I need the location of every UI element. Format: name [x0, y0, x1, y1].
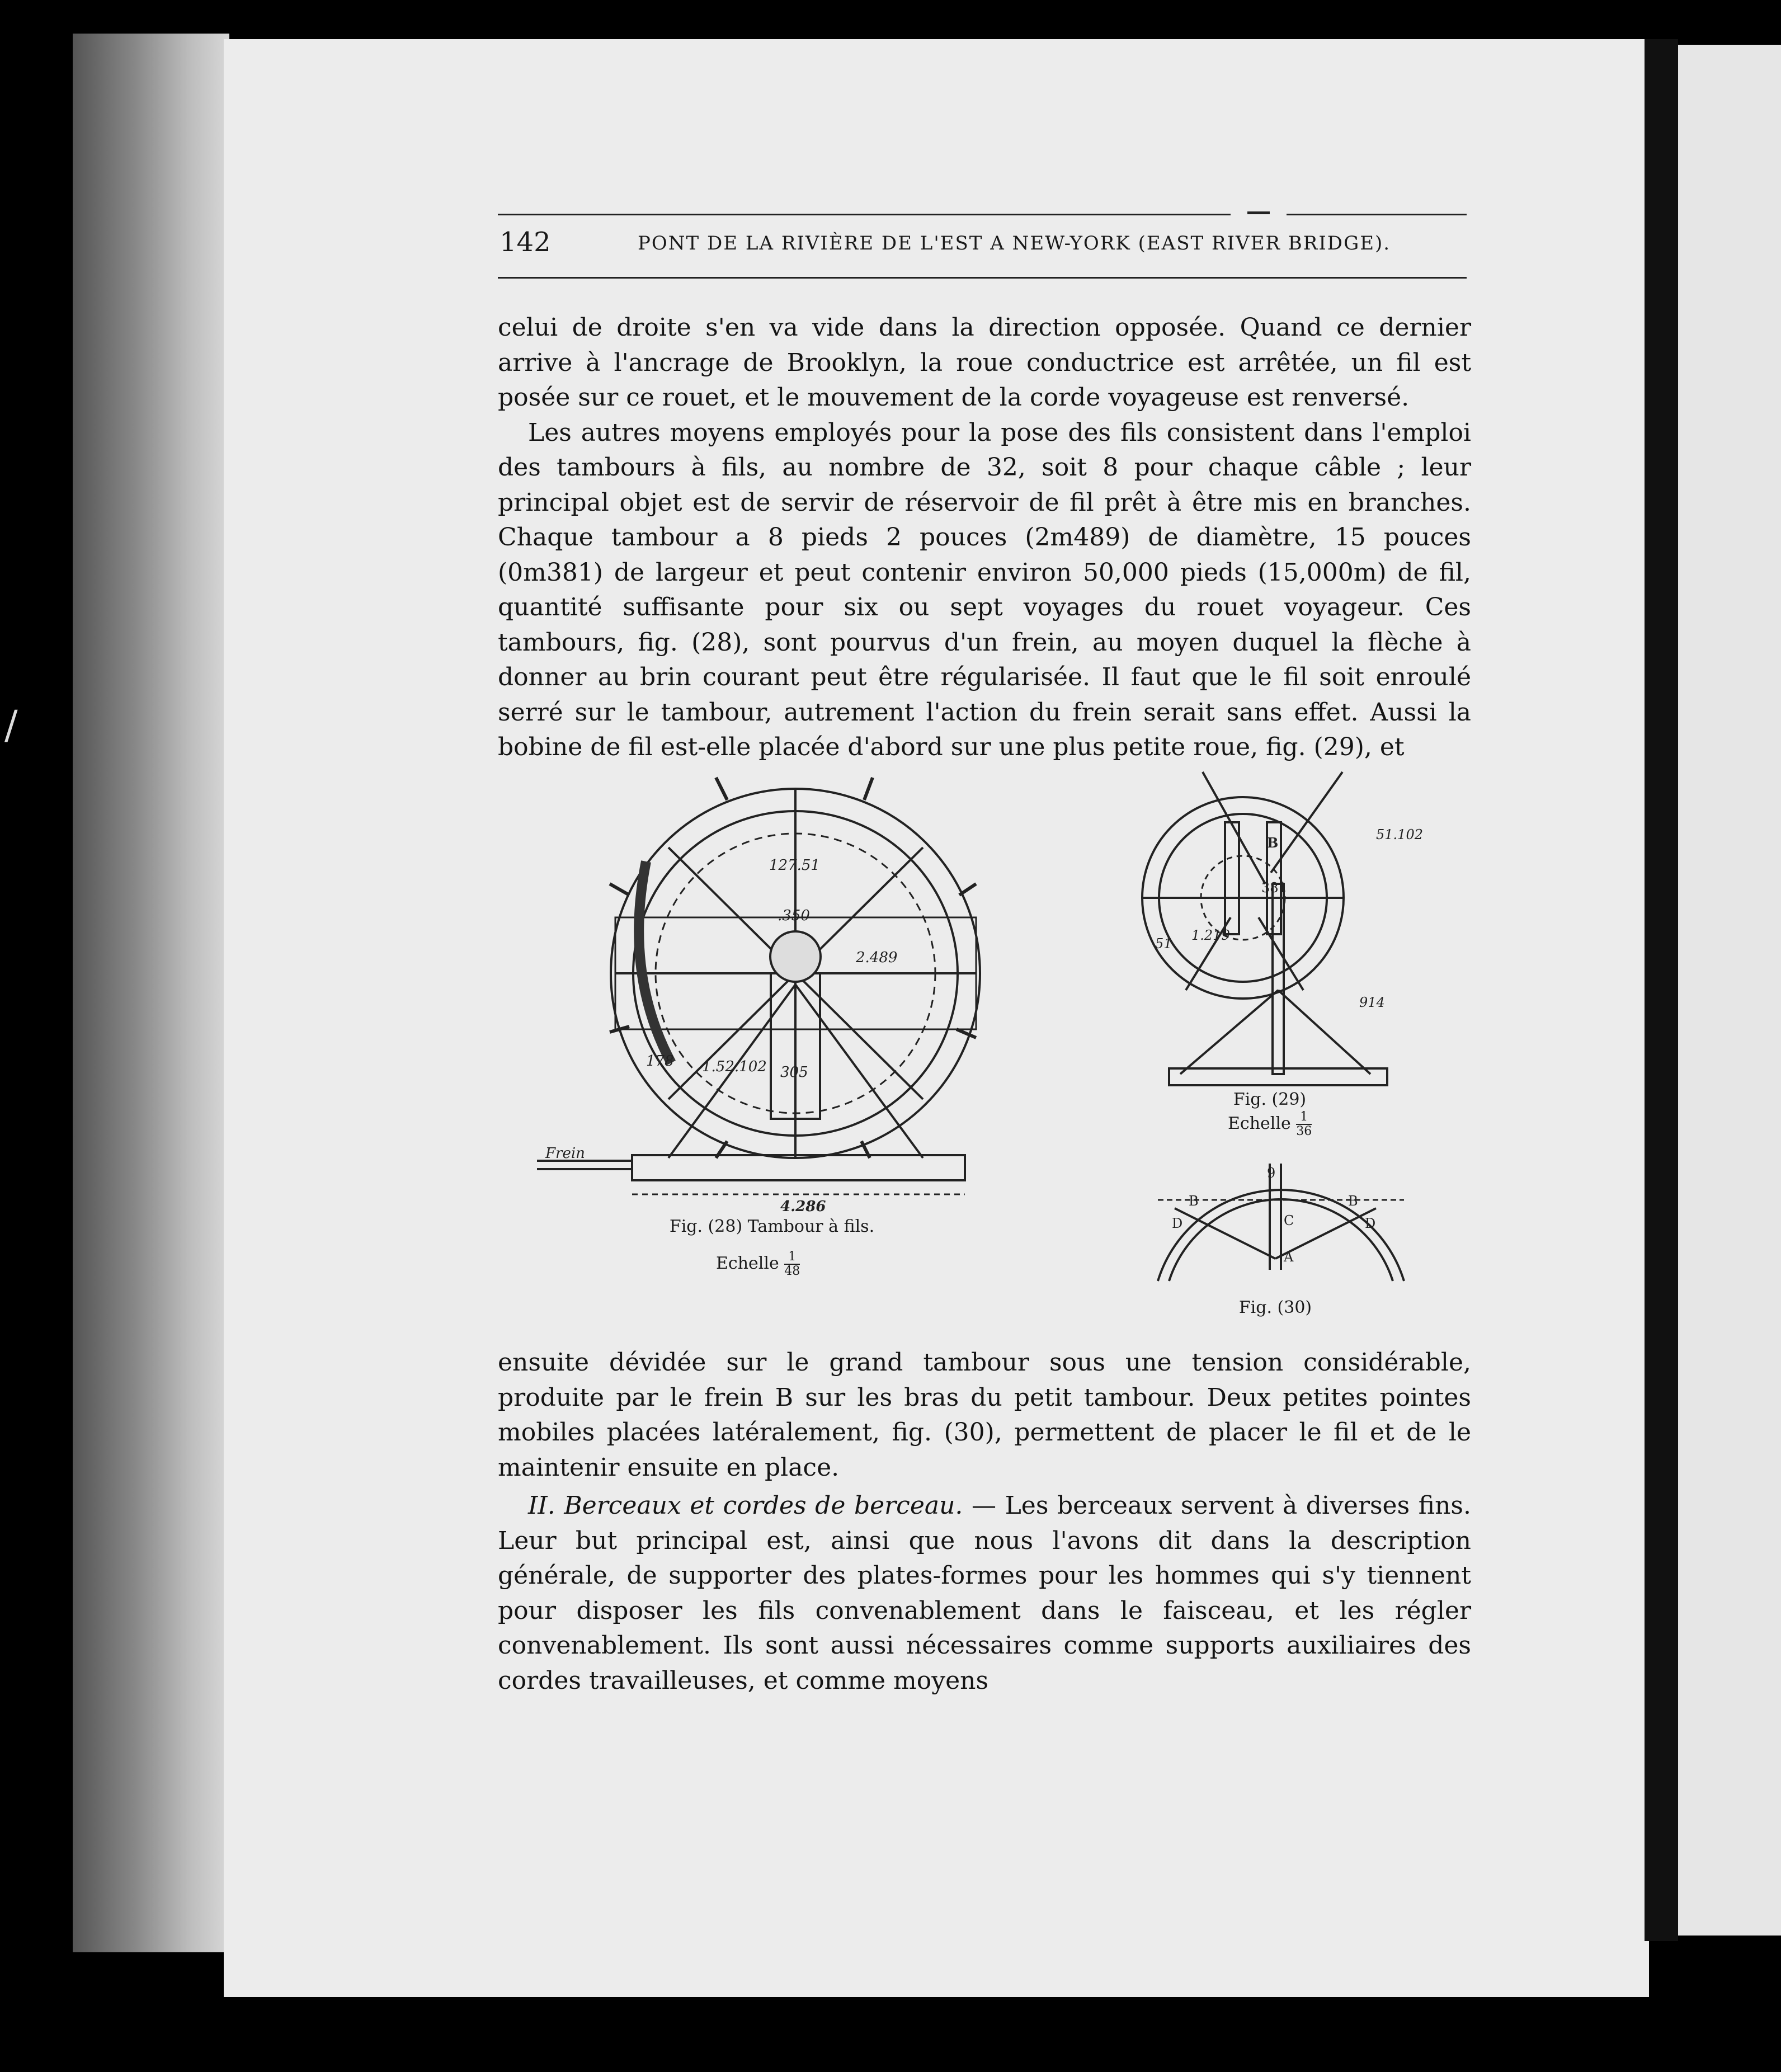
figure-29-wheel: [1142, 772, 1387, 1085]
fig30-label: A: [1284, 1249, 1294, 1265]
fig28-label: .350: [778, 907, 810, 924]
text-block-bottom: [498, 1345, 1471, 1698]
fig29-label: 381: [1261, 880, 1287, 896]
fig28-label: 2.489: [856, 949, 898, 966]
section-heading: II. Berceaux et cordes de berceau.: [528, 1491, 963, 1520]
scale-fraction: [784, 1250, 800, 1278]
section-body: — Les berceaux servent à diverses fins. Leur but principal est, ainsi que nous l'avons dit dans la description générale, de supporter des plates-formes pour les hommes qui s'y tiennent pour disposer les fils convenablement dans le faisceau, et les régler convenablement. Ils sont aussi nécessaires comme supports auxiliaires des cordes travailleuses, et comme moyens: [498, 1491, 1471, 1695]
fig29-caption: Fig. (29): [1233, 1090, 1307, 1109]
fig29-label: 914: [1359, 995, 1385, 1010]
fig30-label: 9: [1267, 1165, 1276, 1181]
running-title: PONT DE LA RIVIÈRE DE L'EST A NEW-YORK (EAST RIVER BRIDGE).: [638, 232, 1391, 255]
fig28-label: Frein: [545, 1145, 585, 1162]
fig30-label: B: [1189, 1193, 1199, 1209]
fig28-caption: Fig. (28) Tambour à fils.: [669, 1217, 875, 1236]
paragraph: celui de droite s'en va vide dans la direction opposée. Quand ce dernier arrive à l'ancrage de Brooklyn, la roue conductrice est arrêtée, un fil est posée sur ce rouet, et le mouvement de la corde voyageuse est renversé.: [498, 313, 1471, 412]
paragraph: Les autres moyens employés pour la pose des fils consistent dans l'emploi des tambours à fils, au nombre de 32, soit 8 pour chaque câble ; leur principal objet est de servir de réservoir de fil prêt à être mis en branches. Chaque tambour a 8 pieds 2 pouces (2m489) de diamètre, 15 pouces (0m381) de largeur et peut contenir environ 50,000 pieds (15,000m) de fil, quantité suffisante pour six ou sept voyages du rouet voyageur. Ces tambours, fig. (28), sont pourvus d'un frein, au moyen duquel la flèche à donner au brin courant peut être régularisée. Il faut que le fil soit enroulé serré sur le tambour, autrement l'action du frein serait sans effet. Aussi la bobine de fil est-elle placée d'abord sur une plus petite roue, fig. (29), et: [498, 418, 1471, 761]
fig30-label: D: [1172, 1216, 1183, 1231]
fig29-label: 51: [1155, 936, 1172, 952]
figure-28-drum: [537, 778, 980, 1194]
fig28-scale: [716, 1250, 800, 1278]
scale-denominator: 48: [784, 1264, 800, 1278]
fig28-label: 1.52.102: [702, 1058, 767, 1075]
fig29-label: B: [1267, 835, 1279, 851]
fig30-label: C: [1284, 1213, 1294, 1228]
scale-fraction: [1296, 1110, 1312, 1138]
fig29-scale: [1228, 1110, 1312, 1138]
page-number: 142: [500, 227, 551, 258]
fig28-label: 4.286: [780, 1198, 826, 1215]
fig30-label: D: [1365, 1216, 1376, 1231]
fig28-label: 305: [780, 1064, 808, 1081]
paragraph: ensuite dévidée sur le grand tambour sous une tension considérable, produite par le frein B sur les bras du petit tambour. Deux petites pointes mobiles placées latéralement, fig. (30), permettent de placer le fil et de le maintenir ensuite en place.: [498, 1348, 1471, 1482]
fig30-caption: Fig. (30): [1238, 1298, 1312, 1317]
figure-30-labels: [1172, 1165, 1375, 1265]
fig28-label: 127.51: [769, 857, 820, 874]
scale-label: Echelle: [716, 1254, 779, 1273]
scale-numerator: 1: [784, 1250, 800, 1265]
fig28-label: 178: [646, 1053, 674, 1070]
figure-29-labels: [1155, 827, 1423, 1010]
scale-label: Echelle: [1228, 1114, 1291, 1133]
scale-denominator: 36: [1296, 1124, 1312, 1138]
margin-mark: /: [4, 702, 18, 748]
fig30-label: B: [1348, 1193, 1358, 1209]
fig29-label: 1.219: [1191, 927, 1230, 943]
paragraph-section: [498, 1489, 1471, 1698]
fig29-label: 51.102: [1376, 827, 1423, 842]
scale-numerator: 1: [1296, 1110, 1312, 1125]
